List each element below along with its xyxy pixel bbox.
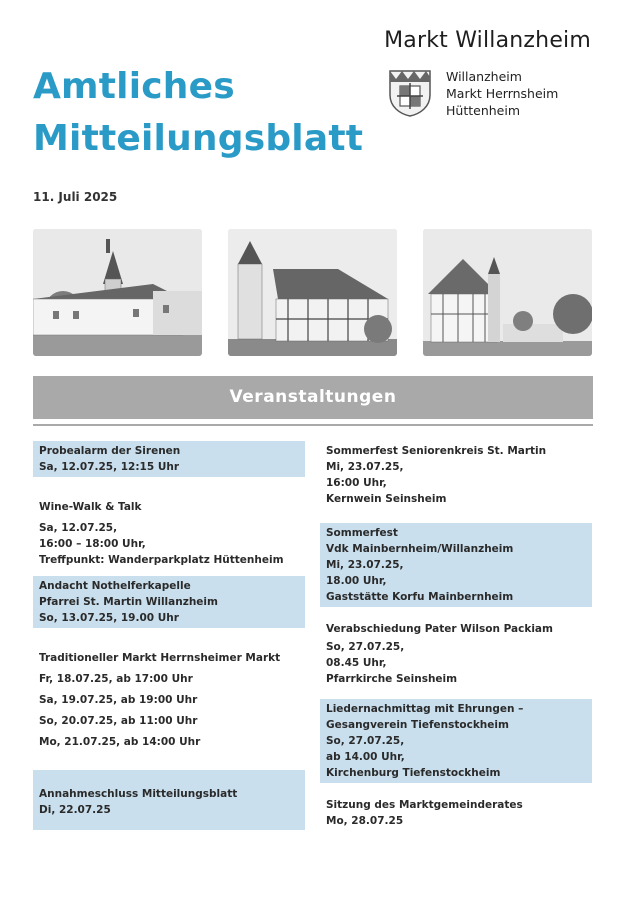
event-location: Pfarrkirche Seinsheim	[326, 673, 458, 685]
event-location: Kirchenburg Tiefenstockheim	[326, 767, 501, 779]
event-organizer: Pfarrei St. Martin Willanzheim	[39, 596, 218, 608]
page-title-line-2: Mitteilungsblatt	[33, 118, 364, 159]
event-title: Wine-Walk & Talk	[39, 501, 142, 513]
half-timbered-house-photo	[228, 229, 397, 356]
event-date: Mo, 28.07.25	[326, 815, 404, 827]
places-list	[446, 68, 558, 119]
event-date: Sa, 12.07.25, 12:15 Uhr	[39, 461, 180, 473]
event-title: Sommerfest	[326, 527, 398, 539]
section-banner: Veranstaltungen	[33, 376, 593, 419]
event-organizer: Gesangverein Tiefenstockheim	[326, 719, 509, 731]
event-title: Traditioneller Markt Herrnsheimer Markt	[39, 652, 281, 664]
village-church-photo	[33, 229, 202, 356]
event-title: Andacht Nothelferkapelle	[39, 580, 191, 592]
event-date: Mi, 23.07.25,	[326, 461, 404, 473]
place-name: Hüttenheim	[446, 103, 520, 118]
event-date: Sa, 12.07.25,	[39, 522, 118, 534]
event-title: Verabschiedung Pater Wilson Packiam	[326, 623, 553, 635]
event-location: Gaststätte Korfu Mainbernheim	[326, 591, 514, 603]
event-time: 16:00 Uhr,	[326, 477, 387, 489]
event-date: Mo, 21.07.25, ab 14:00 Uhr	[39, 736, 201, 748]
event-item	[320, 523, 592, 607]
event-date: So, 27.07.25,	[326, 735, 405, 747]
event-item	[33, 497, 305, 570]
event-title: Probealarm der Sirenen	[39, 445, 181, 457]
event-time: ab 14.00 Uhr,	[326, 751, 405, 763]
event-date: Sa, 19.07.25, ab 19:00 Uhr	[39, 694, 198, 706]
event-location: Kernwein Seinsheim	[326, 493, 447, 505]
event-time: 18.00 Uhr,	[326, 575, 387, 587]
event-title: Sitzung des Marktgemeinderates	[326, 799, 523, 811]
events-column-left	[33, 441, 305, 830]
event-date: So, 13.07.25, 19.00 Uhr	[39, 612, 179, 624]
municipality-name: Markt Willanzheim	[384, 28, 591, 53]
event-item	[320, 795, 592, 831]
events-column-right	[320, 441, 592, 831]
event-date: So, 27.07.25,	[326, 641, 405, 653]
event-date: So, 20.07.25, ab 11:00 Uhr	[39, 715, 198, 727]
event-location: Treffpunkt: Wanderparkplatz Hüttenheim	[39, 554, 284, 566]
event-date: Di, 22.07.25	[39, 804, 111, 816]
event-title: Annahmeschluss Mitteilungsblatt	[39, 788, 238, 800]
town-hall-photo	[423, 229, 592, 356]
event-title: Sommerfest Seniorenkreis St. Martin	[326, 445, 547, 457]
event-item	[320, 619, 592, 689]
issue-date: 11. Juli 2025	[33, 190, 118, 204]
event-item	[320, 441, 592, 509]
event-organizer: Vdk Mainbernheim/Willanzheim	[326, 543, 514, 555]
event-date: Mi, 23.07.25,	[326, 559, 404, 571]
event-item	[33, 770, 305, 830]
coat-of-arms-icon	[388, 69, 432, 117]
event-item	[33, 576, 305, 628]
event-time: 16:00 – 18:00 Uhr,	[39, 538, 146, 550]
page-title-line-1: Amtliches	[33, 66, 235, 107]
event-date: Fr, 18.07.25, ab 17:00 Uhr	[39, 673, 193, 685]
event-item	[33, 648, 305, 752]
event-time: 08.45 Uhr,	[326, 657, 387, 669]
section-divider	[33, 424, 593, 426]
place-name: Markt Herrnsheim	[446, 86, 559, 101]
event-item	[320, 699, 592, 783]
event-item	[33, 441, 305, 477]
place-name: Willanzheim	[446, 69, 522, 84]
event-title: Liedernachmittag mit Ehrungen –	[326, 703, 524, 715]
